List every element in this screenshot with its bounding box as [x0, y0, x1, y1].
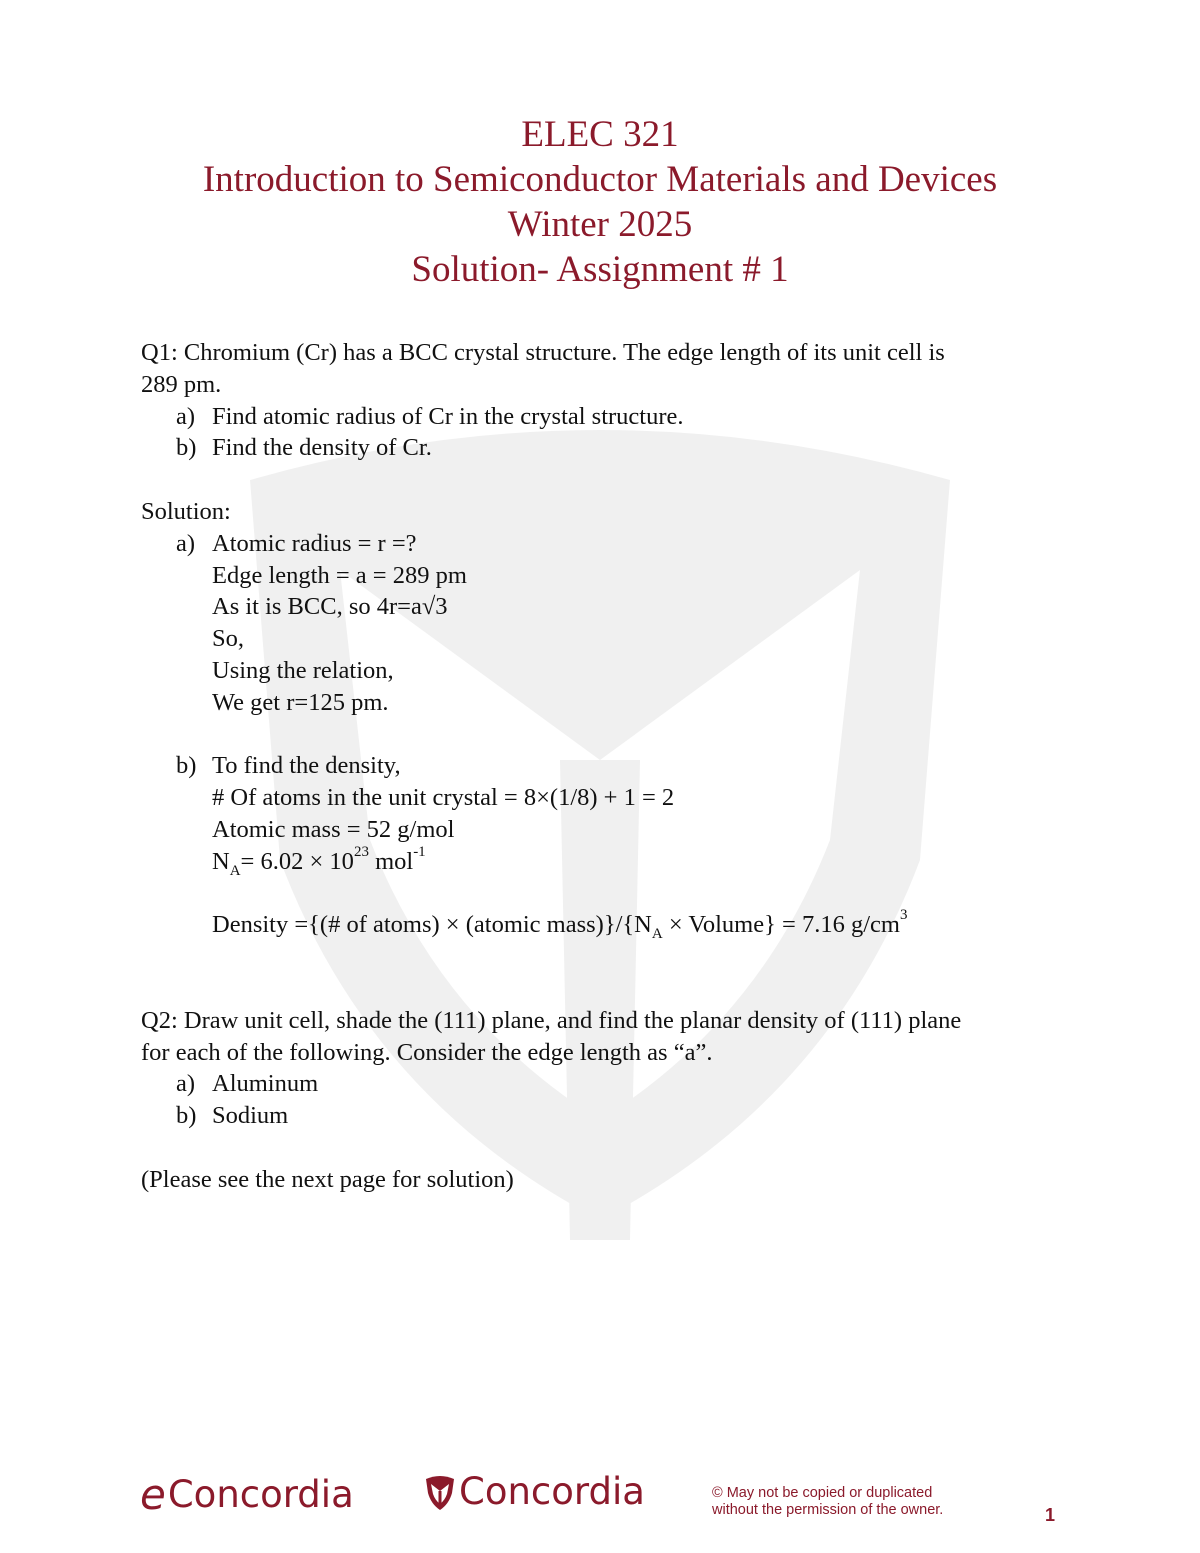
document-body: [141, 337, 1071, 1196]
q2-question-line1: Q2: Draw unit cell, shade the (111) plane, and find the planar density of (111) plane: [141, 1006, 962, 1034]
q2-part-b: [141, 1100, 1071, 1132]
footer: [0, 1460, 1200, 1540]
q1-question-line2: 289 pm.: [141, 370, 222, 398]
q1-part-b-label: b): [176, 434, 197, 462]
concordia-logo: [425, 1470, 645, 1513]
document-title: Solution- Assignment # 1: [411, 249, 789, 290]
term: Winter 2025: [507, 204, 693, 245]
q1-question-line1: Q1: Chromium (Cr) has a BCC crystal structure. The edge length of its unit cell is: [141, 339, 945, 366]
na-subscript: A: [229, 862, 241, 879]
avogadro-line: [141, 843, 1071, 879]
q2-part-a-text: Aluminum: [212, 1070, 319, 1098]
density-exponent: 3: [899, 907, 908, 924]
solution-a-label: a): [176, 529, 196, 557]
q2-note: (Please see the next page for solution): [141, 1165, 514, 1193]
solution-b-line3: Atomic mass = 52 g/mol: [212, 815, 455, 843]
q1-part-b: [141, 432, 1071, 464]
na-exponent: 23: [353, 843, 369, 860]
q2-question-line2: for each of the following. Consider the edge length as “a”.: [141, 1038, 713, 1066]
course-code: ELEC 321: [521, 114, 679, 155]
q2-part-b-text: Sodium: [212, 1102, 289, 1130]
course-title: Introduction to Semiconductor Materials and Devices: [202, 159, 998, 200]
solution-heading: Solution:: [141, 497, 231, 525]
concordia-logo-text: Concordia: [459, 1470, 645, 1513]
density-mid: × Volume} = 7.16 g/cm: [662, 911, 900, 939]
na-value: = 6.02 × 10: [240, 847, 354, 875]
copyright-line2: without the permission of the owner.: [712, 1502, 944, 1518]
q2-part-a: [141, 1068, 1071, 1100]
na-symbol: N: [212, 847, 230, 875]
q2-part-a-label: a): [176, 1070, 196, 1098]
page-number: 1: [1045, 1505, 1056, 1525]
econcordia-e-mark: e: [140, 1470, 166, 1519]
title-block: [0, 112, 1200, 292]
solution-a-line2: Edge length = a = 289 pm: [212, 561, 467, 589]
solution-a-line5: Using the relation,: [212, 656, 394, 684]
copyright-notice: [712, 1485, 943, 1519]
na-unit: mol: [368, 847, 414, 875]
econcordia-logo-text: Concordia: [167, 1473, 354, 1516]
q1-part-a: [141, 401, 1071, 433]
solution-a-line1: Atomic radius = r =?: [212, 529, 417, 557]
solution-b-line2: # Of atoms in the unit crystal = 8×(1/8) + 1 = 2: [212, 784, 675, 812]
q1-part-a-label: a): [176, 402, 196, 430]
density-subscript: A: [651, 926, 663, 943]
density-formula: [141, 909, 1071, 941]
q2-part-b-label: b): [176, 1102, 197, 1130]
solution-b-line1: To find the density,: [212, 752, 401, 780]
solution-part-a: [141, 528, 1071, 560]
solution-a-line4: So,: [212, 625, 245, 653]
density-prefix: Density ={(# of atoms) × (atomic mass)}/{N: [212, 911, 652, 939]
concordia-shield-icon: [425, 1473, 455, 1511]
copyright-line1: © May not be copied or duplicated: [712, 1485, 933, 1501]
na-unit-exponent: -1: [413, 843, 426, 860]
q1-part-a-text: Find atomic radius of Cr in the crystal structure.: [212, 402, 684, 430]
solution-a-line6: We get r=125 pm.: [212, 688, 389, 716]
q1-part-b-text: Find the density of Cr.: [212, 434, 432, 462]
solution-b-label: b): [176, 752, 197, 780]
solution-part-b: [141, 750, 1071, 782]
solution-a-line3: As it is BCC, so 4r=a√3: [212, 593, 448, 621]
econcordia-logo: [140, 1470, 354, 1519]
